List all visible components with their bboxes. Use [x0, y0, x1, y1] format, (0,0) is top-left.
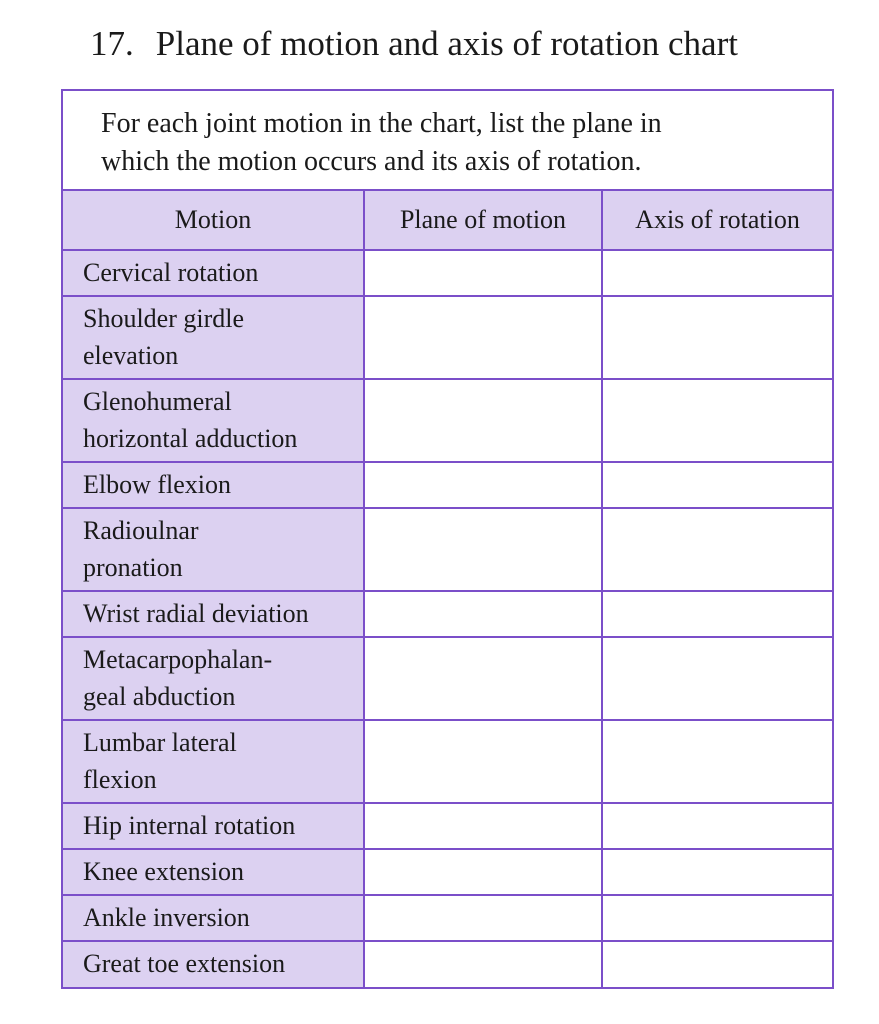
motion-label: Great toe extension [83, 949, 286, 978]
plane-answer-cell[interactable] [364, 637, 602, 720]
plane-answer-cell[interactable] [364, 720, 602, 803]
plane-answer-cell[interactable] [364, 849, 602, 895]
plane-answer-cell[interactable] [364, 941, 602, 987]
motion-label: Shoulder girdle [83, 304, 245, 333]
plane-answer-cell[interactable] [364, 508, 602, 591]
motion-label: Elbow flexion [83, 470, 232, 499]
motion-label: pronation [83, 553, 183, 582]
table-row [63, 462, 832, 508]
table-row [63, 379, 832, 462]
plane-answer-cell[interactable] [364, 379, 602, 462]
instructions-box [63, 91, 832, 191]
table-row [63, 296, 832, 379]
page-title [90, 22, 738, 66]
plane-answer-cell[interactable] [364, 895, 602, 941]
header-motion: Motion [63, 191, 364, 250]
plane-answer-cell[interactable] [364, 591, 602, 637]
axis-answer-cell[interactable] [602, 296, 832, 379]
motion-label: geal abduction [83, 682, 236, 711]
motion-cell [63, 941, 364, 987]
axis-answer-cell[interactable] [602, 462, 832, 508]
motion-chart [61, 89, 834, 989]
motion-cell [63, 803, 364, 849]
axis-answer-cell[interactable] [602, 508, 832, 591]
title-number: 17. [90, 24, 134, 63]
axis-answer-cell[interactable] [602, 720, 832, 803]
motion-label: elevation [83, 341, 179, 370]
header-plane-of-motion: Plane of motion [364, 191, 602, 250]
motion-cell [63, 720, 364, 803]
motion-cell [63, 637, 364, 720]
motion-cell [63, 591, 364, 637]
axis-answer-cell[interactable] [602, 637, 832, 720]
axis-answer-cell[interactable] [602, 591, 832, 637]
plane-answer-cell[interactable] [364, 462, 602, 508]
motion-label: flexion [83, 765, 157, 794]
axis-answer-cell[interactable] [602, 941, 832, 987]
table-row [63, 803, 832, 849]
axis-answer-cell[interactable] [602, 379, 832, 462]
plane-answer-cell[interactable] [364, 296, 602, 379]
motion-label: Metacarpophalan- [83, 645, 273, 674]
motion-label: Wrist radial deviation [83, 599, 309, 628]
plane-answer-cell[interactable] [364, 250, 602, 296]
motion-label: Glenohumeral [83, 387, 232, 416]
motion-cell [63, 849, 364, 895]
header-axis-of-rotation: Axis of rotation [602, 191, 832, 250]
motion-cell [63, 462, 364, 508]
motion-label: horizontal adduction [83, 424, 298, 453]
table-row [63, 591, 832, 637]
motion-table [63, 191, 832, 987]
plane-answer-cell[interactable] [364, 803, 602, 849]
motion-cell [63, 895, 364, 941]
table-row [63, 637, 832, 720]
motion-cell [63, 379, 364, 462]
axis-answer-cell[interactable] [602, 895, 832, 941]
table-row [63, 720, 832, 803]
motion-label: Lumbar lateral [83, 728, 237, 757]
instructions-line-1: For each joint motion in the chart, list the plane in [101, 108, 662, 139]
table-row [63, 508, 832, 591]
motion-label: Knee extension [83, 857, 245, 886]
table-row [63, 250, 832, 296]
motion-label: Ankle inversion [83, 903, 250, 932]
motion-label: Hip internal rotation [83, 811, 296, 840]
motion-cell [63, 296, 364, 379]
axis-answer-cell[interactable] [602, 250, 832, 296]
axis-answer-cell[interactable] [602, 849, 832, 895]
table-row [63, 895, 832, 941]
header-row [63, 191, 832, 250]
axis-answer-cell[interactable] [602, 803, 832, 849]
motion-label: Radioulnar [83, 516, 199, 545]
motion-label: Cervical rotation [83, 258, 259, 287]
motion-cell [63, 508, 364, 591]
table-row [63, 941, 832, 987]
table-row [63, 849, 832, 895]
title-text: Plane of motion and axis of rotation chart [155, 24, 738, 63]
motion-cell [63, 250, 364, 296]
instructions-line-2: which the motion occurs and its axis of rotation. [101, 146, 642, 177]
